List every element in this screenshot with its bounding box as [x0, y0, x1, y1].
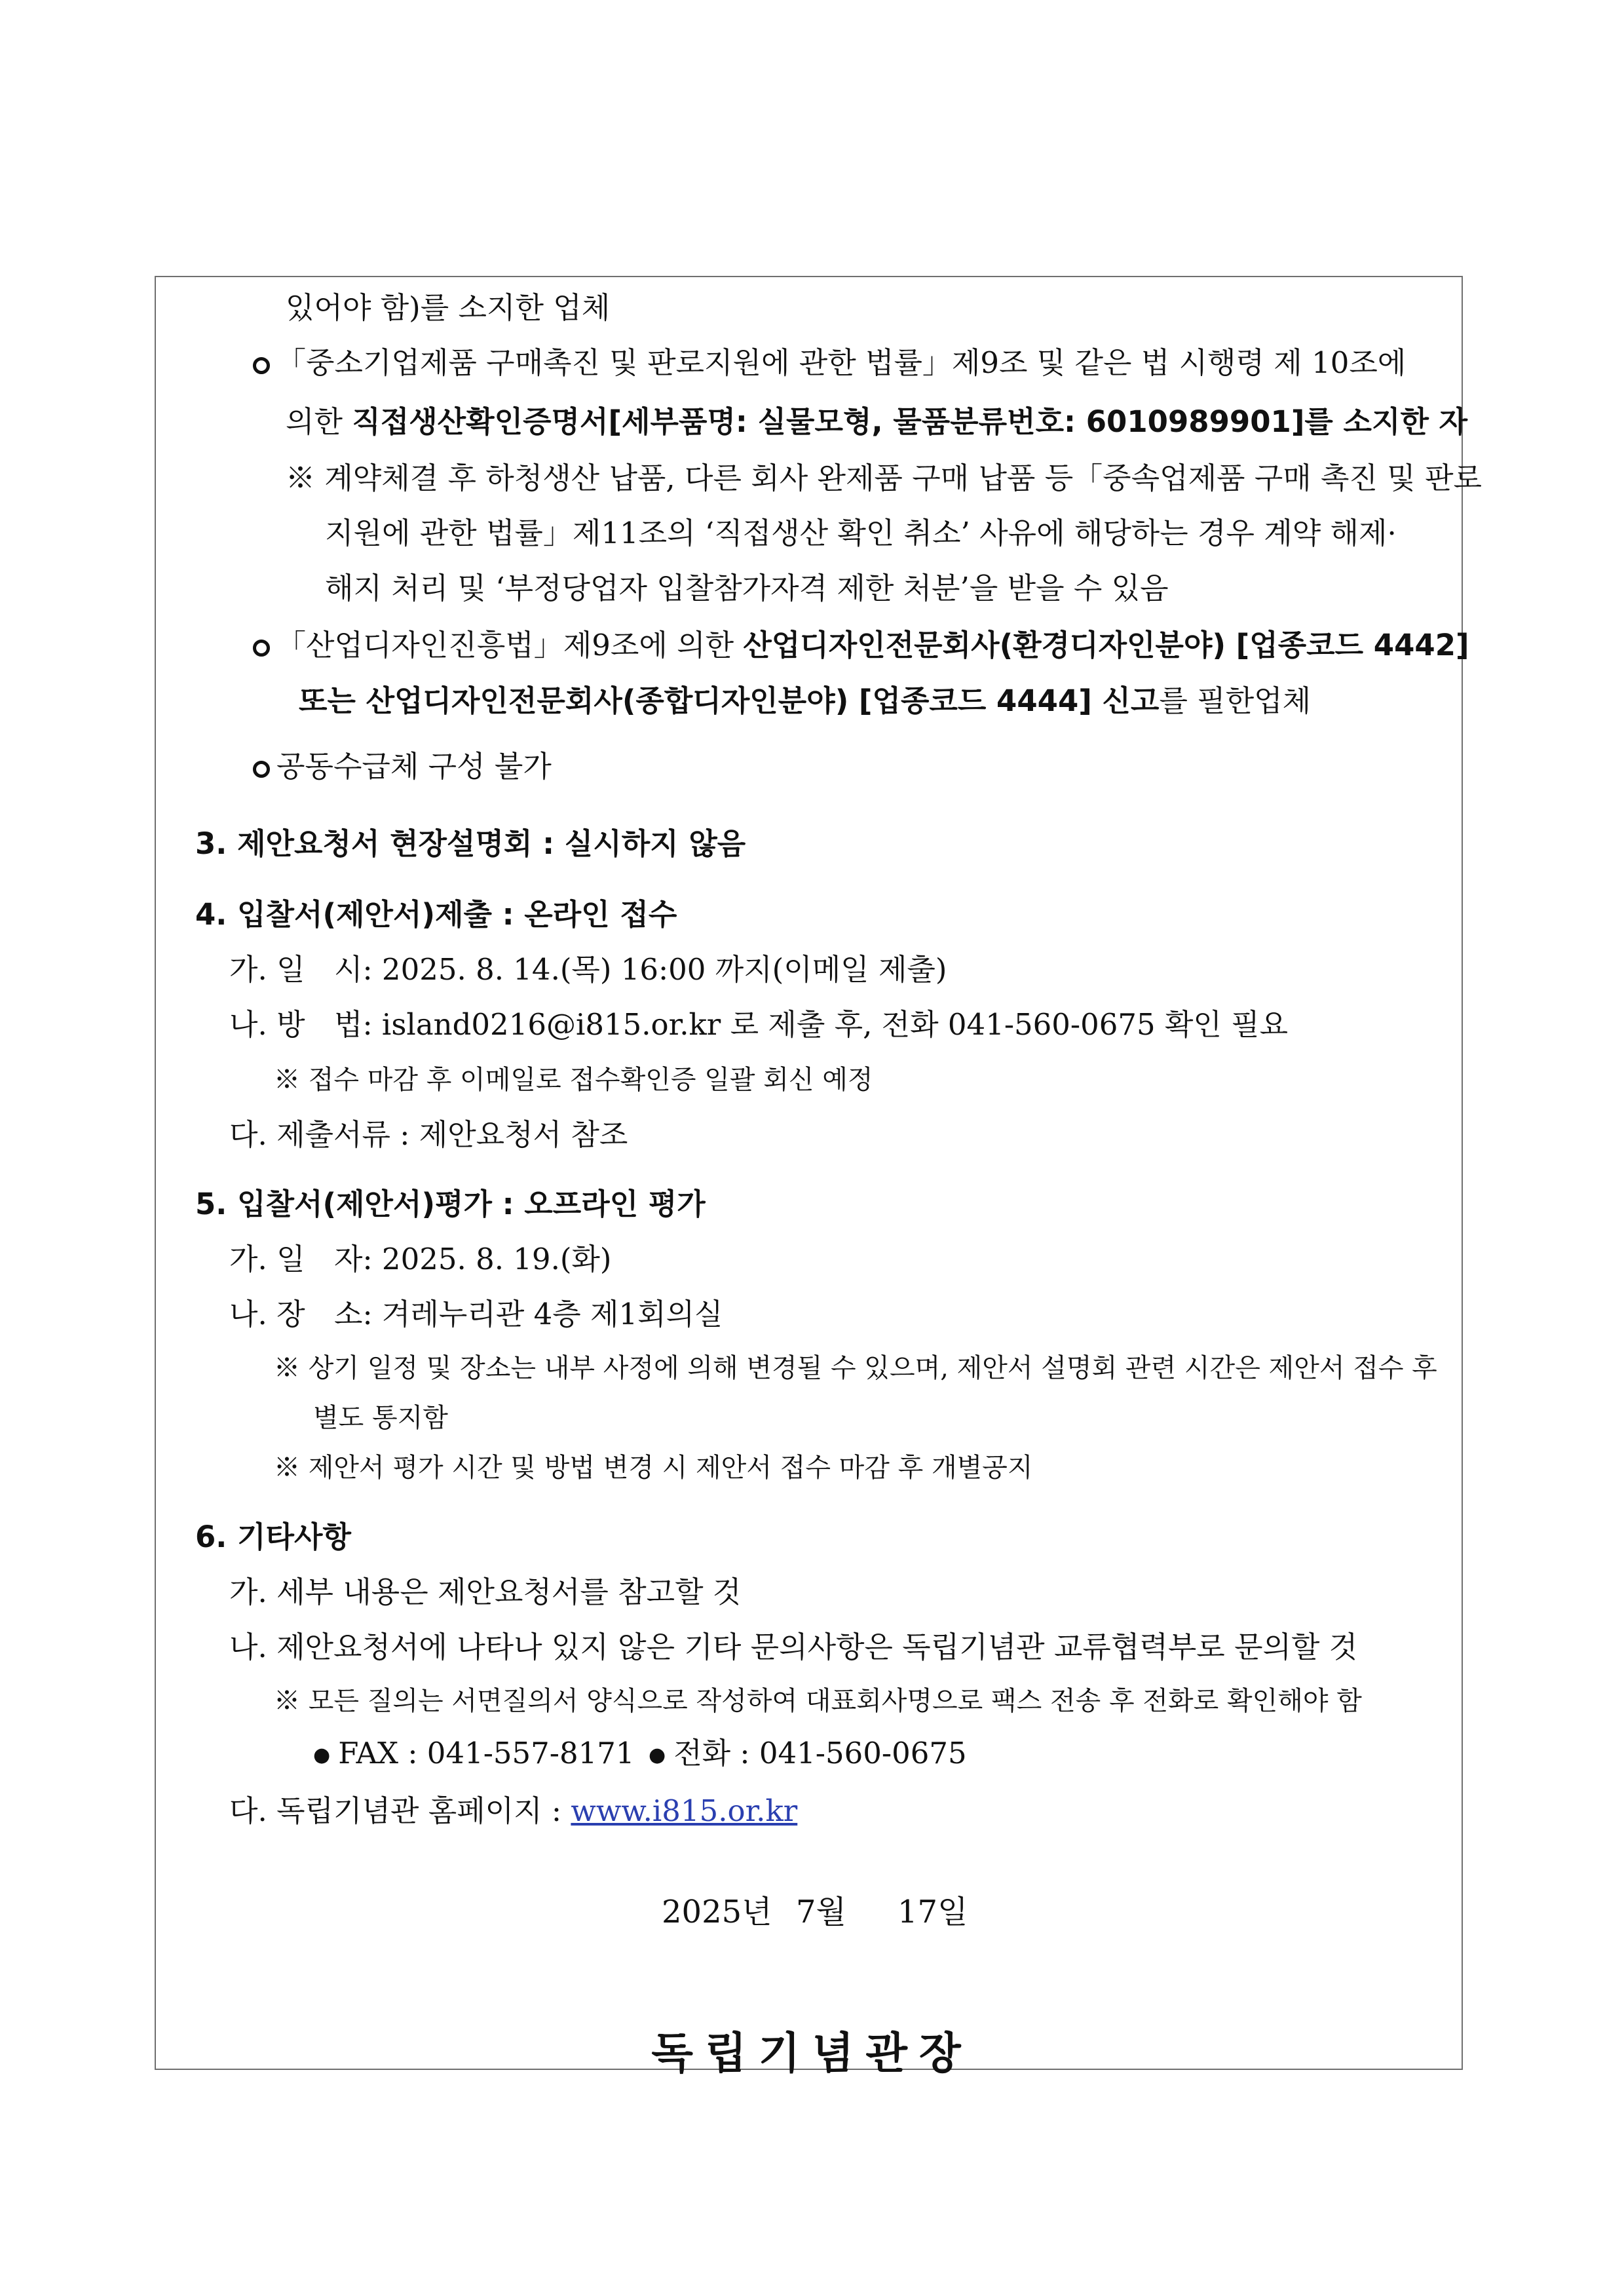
section-3-heading: 3. 제안요청서 현장설명회 : 실시하지 않음: [195, 826, 746, 861]
submission-date: 가. 일 시: 2025. 8. 14.(목) 16:00 까지(이메일 제출): [229, 952, 947, 987]
note-direct-production-2: 지원에 관한 법률」제11조의 ‘직접생산 확인 취소’ 사유에 해당하는 경우 계약 해제·: [325, 516, 1397, 550]
etc-note: ※ 모든 질의는 서면질의서 양식으로 작성하여 대표회사명으로 팩스 전송 후 전화로 확인해야 함: [274, 1686, 1362, 1716]
tel-item: ● 전화 : 041-560-0675: [649, 1736, 967, 1770]
circle-bullet-icon: [253, 761, 270, 778]
qualification-design-line-2: 또는 산업디자인전문회사(종합디자인분야) [업종코드 4444] 신고를 필한업체: [299, 683, 1312, 718]
bullet-dot-icon: ●: [649, 1744, 666, 1767]
evaluation-place: 나. 장 소: 겨레누리관 4층 제1회의실: [229, 1297, 723, 1331]
submission-documents: 다. 제출서류 : 제안요청서 참조: [229, 1117, 628, 1152]
circle-bullet-icon: [253, 357, 270, 374]
signature: 독립기념관장: [651, 2028, 973, 2078]
consortium-line: 공동수급체 구성 불가: [253, 747, 552, 786]
evaluation-note-1b: 별도 통지함: [313, 1403, 448, 1433]
note-direct-production-3: 해지 처리 및 ‘부정당업자 입찰참가자격 제한 처분’을 받을 수 있음: [325, 571, 1169, 605]
date-month: 7월: [796, 1894, 846, 1930]
qualification-design-line: 「산업디자인진흥법」제9조에 의한 산업디자인전문회사(환경디자인분야) [업종코드 4442]: [253, 626, 1469, 665]
section-6-heading: 6. 기타사항: [195, 1520, 351, 1554]
submission-method: 나. 방 법: island0216@i815.or.kr 로 제출 후, 전화 041-560-0675 확인 필요: [229, 1007, 1289, 1042]
homepage-link[interactable]: www.i815.or.kr: [571, 1793, 798, 1828]
fax-item: ● FAX : 041-557-8171: [313, 1736, 635, 1770]
etc-item-a: 가. 세부 내용은 제안요청서를 참고할 것: [229, 1575, 742, 1609]
qualification-sme-line-2: 의한 직접생산확인증명서[세부품명: 실물모형, 물품분류번호: 6010989901]를 소지한 자: [286, 404, 1468, 439]
evaluation-note-2: ※ 제안서 평가 시간 및 방법 변경 시 제안서 접수 마감 후 개별공지: [274, 1453, 1033, 1483]
evaluation-date: 가. 일 자: 2025. 8. 19.(화): [229, 1242, 612, 1276]
circle-bullet-icon: [253, 640, 270, 657]
etc-item-c: 다. 독립기념관 홈페이지 : www.i815.or.kr: [229, 1793, 798, 1828]
date-year: 2025년: [662, 1894, 772, 1930]
evaluation-note-1: ※ 상기 일정 및 장소는 내부 사정에 의해 변경될 수 있으며, 제안서 설명회 관련 시간은 제안서 접수 후: [274, 1353, 1437, 1383]
section-4-heading: 4. 입찰서(제안서)제출 : 온라인 접수: [195, 897, 677, 932]
bullet-dot-icon: ●: [313, 1744, 331, 1767]
section-5-heading: 5. 입찰서(제안서)평가 : 오프라인 평가: [195, 1187, 706, 1221]
note-direct-production: ※ 계약체결 후 하청생산 납품, 다른 회사 완제품 구매 납품 등「중속업제품 구매 촉진 및 판로: [286, 461, 1482, 495]
qualification-sme-line: 「중소기업제품 구매촉진 및 판로지원에 관한 법률」제9조 및 같은 법 시행령 제 10조에: [253, 343, 1406, 383]
date-day: 17일: [897, 1894, 968, 1930]
submission-note: ※ 접수 마감 후 이메일로 접수확인증 일괄 회신 예정: [274, 1065, 873, 1095]
etc-item-b: 나. 제안요청서에 나타나 있지 않은 기타 문의사항은 독립기념관 교류협력부로 문의할 것: [229, 1630, 1358, 1664]
continued-line: 있어야 함)를 소지한 업체: [286, 290, 611, 325]
